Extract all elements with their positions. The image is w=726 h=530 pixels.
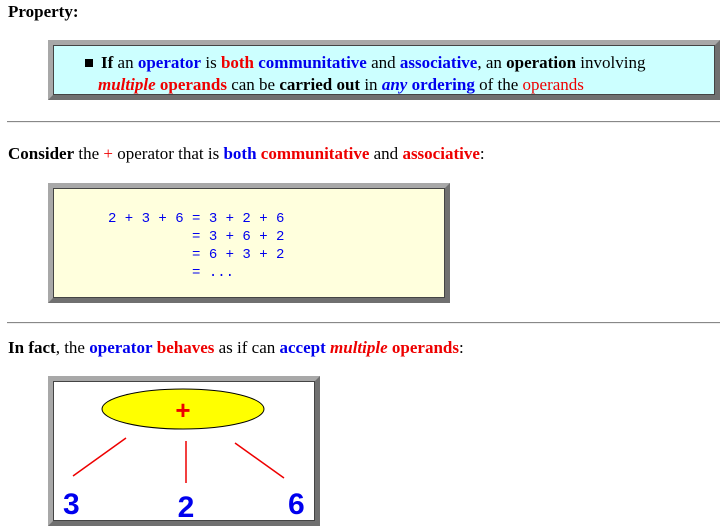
text-run: any	[381, 75, 408, 94]
text-run: :	[479, 144, 485, 163]
text-run: operands	[522, 75, 584, 94]
text-run: multiple	[98, 75, 156, 94]
operand-line-left	[73, 438, 126, 476]
property-text-line1	[101, 53, 645, 73]
text-run: involving	[576, 53, 646, 72]
code-line: 2 + 3 + 6 = 3 + 2 + 6	[108, 211, 285, 227]
text-run: operator	[89, 338, 153, 357]
text-run: +	[103, 144, 113, 163]
text-run: operands	[159, 75, 227, 94]
divider	[7, 121, 720, 123]
operator-diagram	[48, 376, 320, 526]
text-run: , an	[477, 53, 507, 72]
text-run: If	[101, 53, 114, 72]
bullet-icon	[85, 59, 93, 67]
text-run: of the	[474, 75, 523, 94]
operator-symbol: +	[175, 395, 191, 425]
text-run: can be	[226, 75, 280, 94]
operand-left: 3	[63, 488, 80, 521]
text-run: , the	[55, 338, 90, 357]
text-run: Consider	[8, 144, 75, 163]
text-run: operands	[391, 338, 459, 357]
text-run: operator that is	[113, 144, 224, 163]
property-box	[48, 40, 720, 100]
page-heading: Property:	[8, 2, 79, 21]
text-run: is	[201, 53, 221, 72]
text-run: associative	[399, 53, 478, 72]
text-run: and	[369, 144, 403, 163]
code-line: = 3 + 6 + 2	[108, 229, 285, 245]
consider-paragraph	[8, 144, 485, 164]
text-run: an	[113, 53, 138, 72]
text-run: multiple	[330, 338, 388, 357]
text-run: communitative	[260, 144, 370, 163]
text-run: ordering	[411, 75, 475, 94]
property-text-line2	[98, 75, 584, 95]
text-run: and	[366, 53, 400, 72]
text-run: in	[360, 75, 382, 94]
text-run: the	[74, 144, 104, 163]
code-line: = ...	[108, 265, 235, 281]
divider	[7, 322, 720, 324]
text-run: accept	[279, 338, 326, 357]
text-run: operation	[506, 53, 577, 72]
text-run: In fact	[8, 338, 56, 357]
text-run: carried out	[279, 75, 361, 94]
text-run: both	[223, 144, 257, 163]
infact-paragraph	[8, 338, 464, 358]
text-run: communitative	[258, 53, 367, 72]
operand-right: 6	[288, 488, 305, 521]
text-run: associative	[402, 144, 480, 163]
operand-middle: 2	[177, 491, 195, 521]
operand-line-right	[235, 443, 284, 478]
text-run: behaves	[156, 338, 215, 357]
text-run: both	[220, 53, 255, 72]
diagram-svg	[53, 381, 315, 521]
text-run: :	[458, 338, 464, 357]
code-box	[48, 183, 450, 303]
text-run: as if can	[214, 338, 280, 357]
code-line: = 6 + 3 + 2	[108, 247, 285, 263]
text-run: operator	[137, 53, 202, 72]
